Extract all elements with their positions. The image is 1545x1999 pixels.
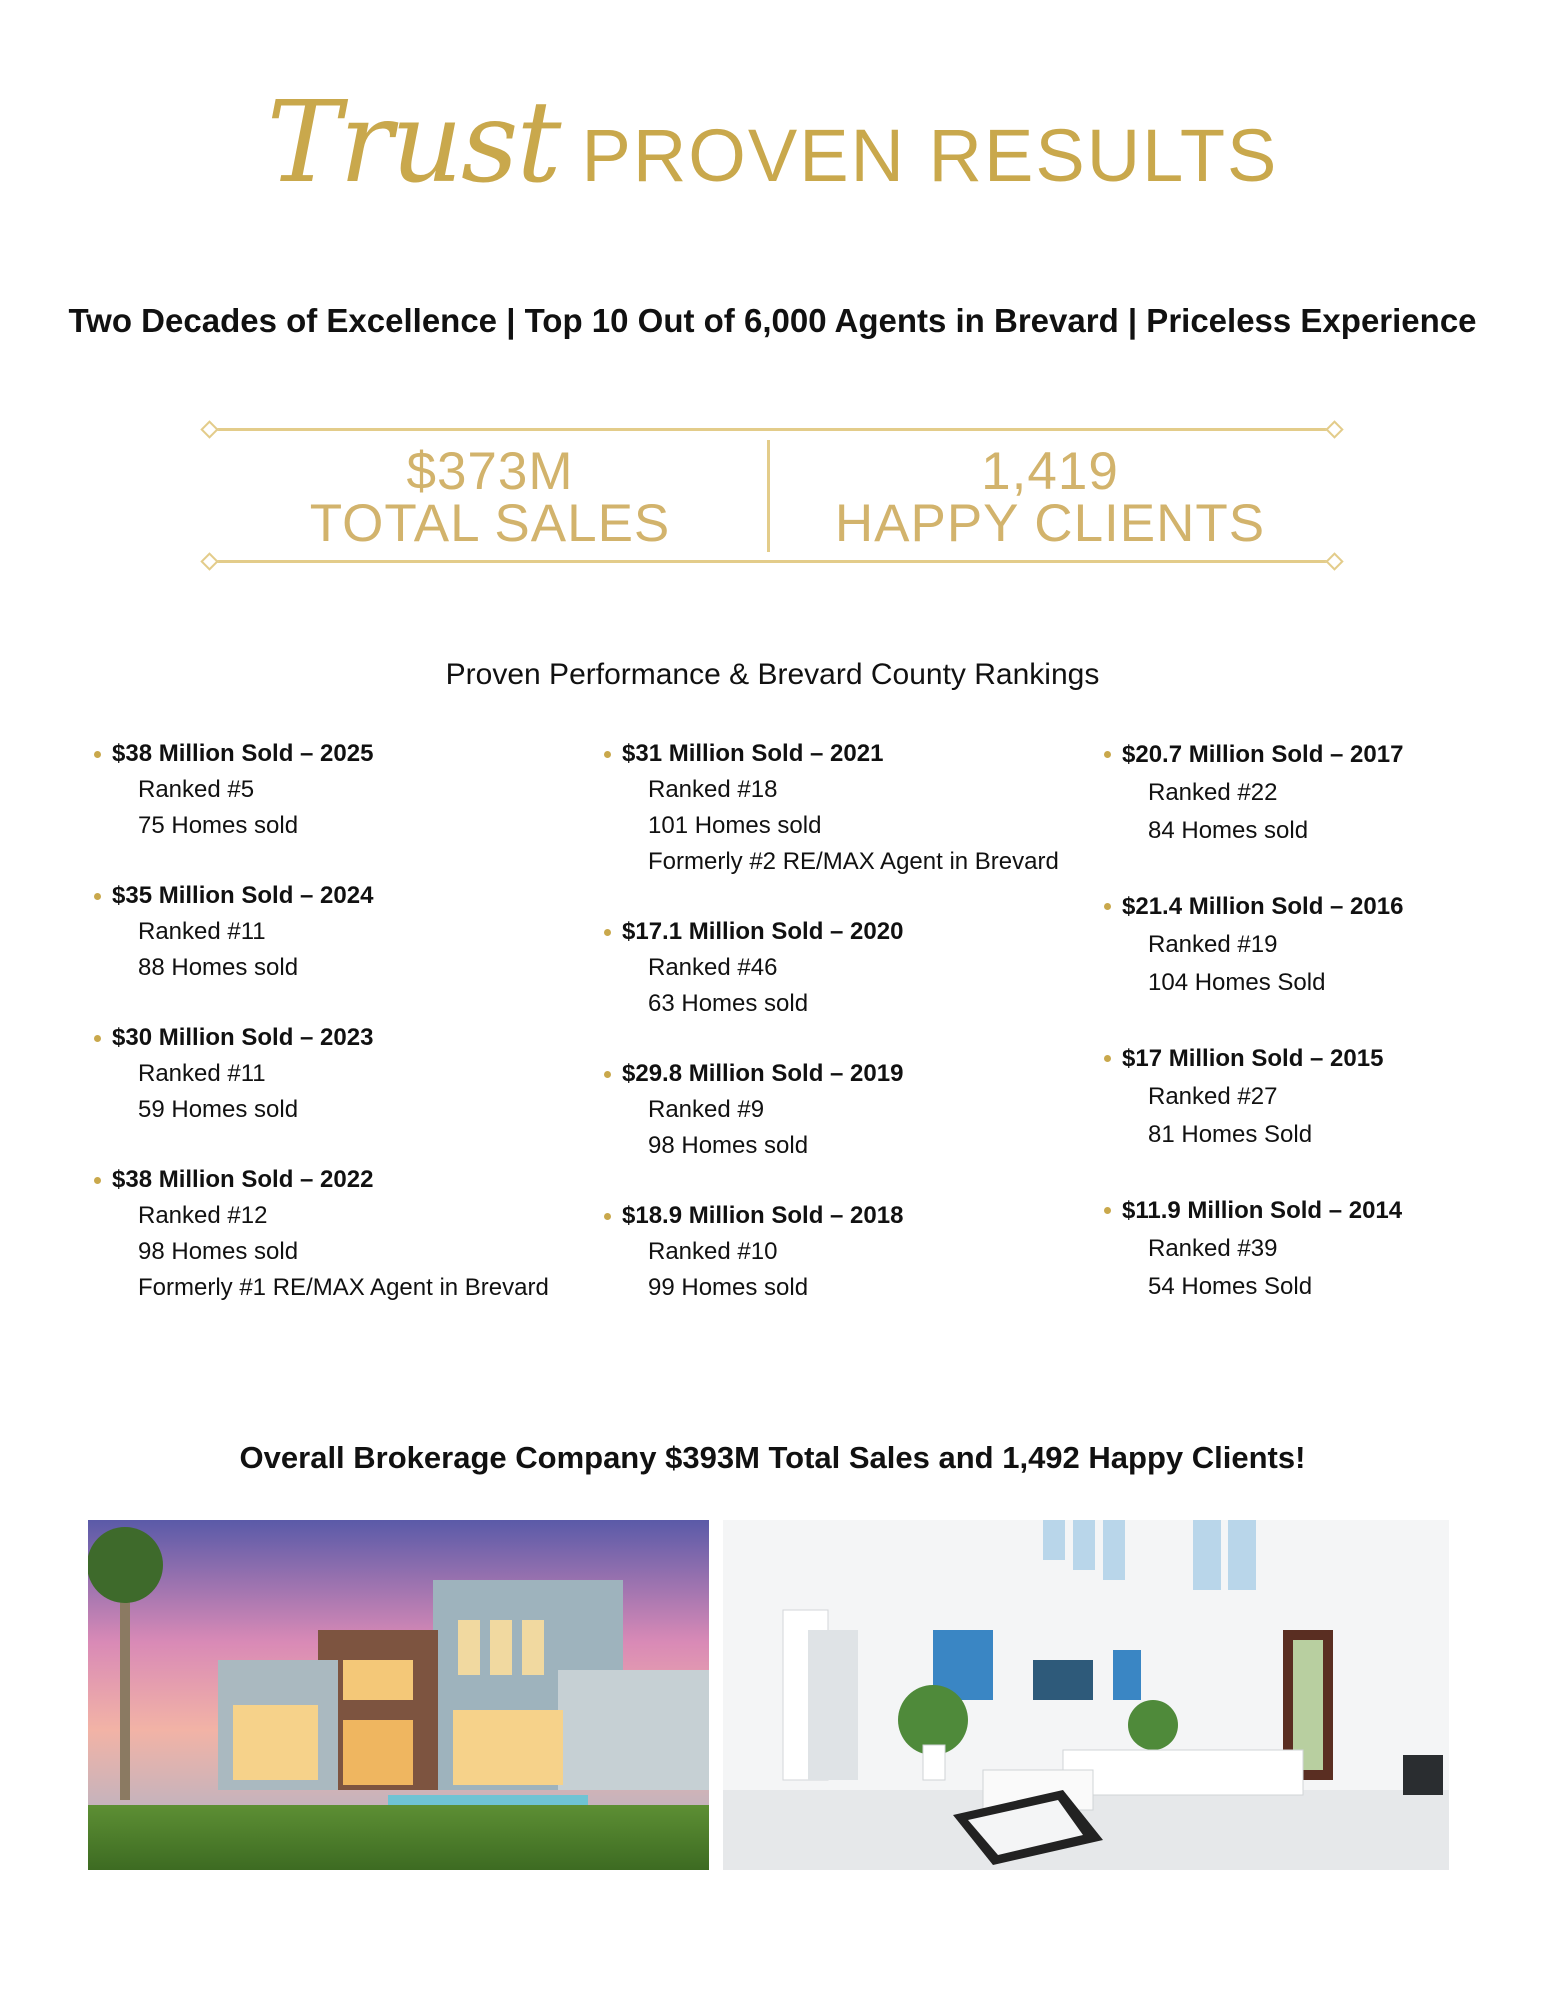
entry-headline: $31 Million Sold – 2021: [604, 736, 1059, 772]
entry-homes: 99 Homes sold: [648, 1274, 809, 1301]
ranking-entry: [1104, 1192, 1403, 1306]
entry-rank: Ranked #9: [648, 1096, 765, 1123]
entry-homes: 101 Homes sold: [648, 812, 822, 839]
rankings-column-3: [1104, 736, 1403, 1344]
ranking-entry: [94, 878, 549, 986]
entry-headline: $38 Million Sold – 2022: [94, 1162, 549, 1198]
entry-headline: $30 Million Sold – 2023: [94, 1020, 549, 1056]
total-sales-stat: [210, 442, 770, 553]
entry-headline: $21.4 Million Sold – 2016: [1104, 888, 1403, 926]
entry-headline: $17.1 Million Sold – 2020: [604, 914, 1059, 950]
stats-bottom-rule: [211, 560, 1333, 563]
stats-top-rule: [211, 428, 1333, 431]
entry-homes: 75 Homes sold: [138, 812, 299, 839]
entry-homes: 63 Homes sold: [648, 990, 809, 1017]
entry-rank: Ranked #12: [138, 1202, 268, 1229]
entry-headline: $11.9 Million Sold – 2014: [1104, 1192, 1403, 1230]
title-caps-text: PROVEN RESULTS: [581, 114, 1279, 197]
ranking-entry: [94, 736, 549, 844]
entry-headline: $38 Million Sold – 2025: [94, 736, 549, 772]
ranking-entry: [94, 1020, 549, 1128]
total-sales-label: TOTAL SALES: [309, 494, 671, 553]
title-script-word: Trust: [266, 78, 560, 208]
total-sales-value: $373M: [406, 442, 574, 501]
rankings-heading: Proven Performance & Brevard County Rankings: [445, 658, 1100, 691]
rankings-column-1: [94, 736, 549, 1340]
entry-homes: 98 Homes sold: [648, 1132, 809, 1159]
entry-rank: Ranked #5: [138, 776, 255, 803]
entry-rank: Ranked #11: [138, 918, 266, 945]
entry-rank: Ranked #46: [648, 954, 778, 981]
ranking-entry: [1104, 1040, 1403, 1154]
tagline: Two Decades of Excellence | Top 10 Out of 6,000 Agents in Brevard | Priceless Experience: [68, 302, 1477, 339]
entry-headline: $29.8 Million Sold – 2019: [604, 1056, 1059, 1092]
entry-rank: Ranked #19: [1148, 931, 1278, 958]
house-exterior-photo: [88, 1520, 709, 1870]
ranking-entry: [604, 736, 1059, 880]
happy-clients-label: HAPPY CLIENTS: [834, 494, 1266, 553]
entry-homes: 84 Homes sold: [1148, 817, 1309, 844]
entry-note: Formerly #2 RE/MAX Agent in Brevard: [648, 848, 1059, 875]
entry-homes: 104 Homes Sold: [1148, 969, 1326, 996]
entry-headline: $20.7 Million Sold – 2017: [1104, 736, 1403, 774]
ranking-entry: [94, 1162, 549, 1306]
entry-headline: $17 Million Sold – 2015: [1104, 1040, 1403, 1078]
entry-rank: Ranked #10: [648, 1238, 778, 1265]
ranking-entry: [1104, 736, 1403, 850]
happy-clients-stat: [770, 442, 1330, 553]
entry-rank: Ranked #22: [1148, 779, 1278, 806]
overall-brokerage-statement: Overall Brokerage Company $393M Total Sales and 1,492 Happy Clients!: [239, 1440, 1306, 1475]
entry-headline: $18.9 Million Sold – 2018: [604, 1198, 1059, 1234]
entry-rank: Ranked #11: [138, 1060, 266, 1087]
entry-note: Formerly #1 RE/MAX Agent in Brevard: [138, 1274, 549, 1301]
living-room-photo: [723, 1520, 1449, 1870]
ranking-entry: [1104, 888, 1403, 1002]
ranking-entry: [604, 1056, 1059, 1164]
ranking-entry: [604, 914, 1059, 1022]
rankings-column-2: [604, 736, 1059, 1340]
page-title: [0, 78, 1545, 208]
entry-homes: 81 Homes Sold: [1148, 1121, 1313, 1148]
entry-homes: 88 Homes sold: [138, 954, 299, 981]
entry-homes: 59 Homes sold: [138, 1096, 299, 1123]
ranking-entry: [604, 1198, 1059, 1306]
entry-rank: Ranked #27: [1148, 1083, 1278, 1110]
entry-homes: 98 Homes sold: [138, 1238, 299, 1265]
entry-headline: $35 Million Sold – 2024: [94, 878, 549, 914]
entry-rank: Ranked #18: [648, 776, 778, 803]
happy-clients-value: 1,419: [981, 442, 1119, 501]
entry-rank: Ranked #39: [1148, 1235, 1278, 1262]
entry-homes: 54 Homes Sold: [1148, 1273, 1313, 1300]
